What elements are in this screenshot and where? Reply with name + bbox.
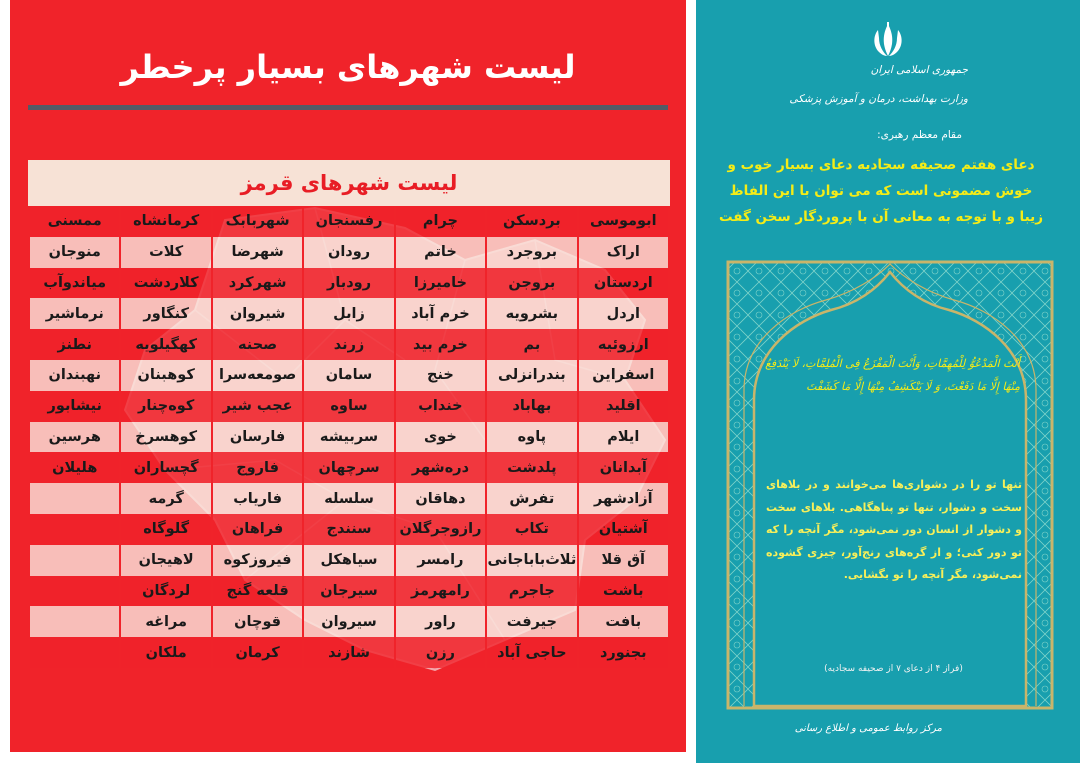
city-cell: تفرش xyxy=(486,483,577,514)
city-cell: نطنز xyxy=(29,329,120,360)
city-cell: شهرکرد xyxy=(212,268,303,299)
table-row xyxy=(29,452,669,483)
city-cell: ایلام xyxy=(578,422,669,453)
city-cell: بهاباد xyxy=(486,391,577,422)
city-cell: بشرویه xyxy=(486,298,577,329)
city-cell: رامهرمز xyxy=(395,576,486,607)
city-cell: رزن xyxy=(395,637,486,668)
city-cell: سلسله xyxy=(303,483,394,514)
city-cell: ابوموسی xyxy=(578,206,669,237)
city-cell: خرم آباد xyxy=(395,298,486,329)
city-cell: تکاب xyxy=(486,514,577,545)
city-cell xyxy=(29,514,120,545)
red-cities-panel xyxy=(10,0,686,752)
city-cell: دهاقان xyxy=(395,483,486,514)
city-cell: قلعه گنج xyxy=(212,576,303,607)
city-cell: خامیرزا xyxy=(395,268,486,299)
city-cell: زابل xyxy=(303,298,394,329)
table-row xyxy=(29,637,669,668)
city-cell: منوجان xyxy=(29,237,120,268)
city-cell: زرند xyxy=(303,329,394,360)
quote-attribution: مقام معظم رهبری: xyxy=(877,129,962,141)
table-row xyxy=(29,391,669,422)
city-cell: بم xyxy=(486,329,577,360)
table-row xyxy=(29,268,669,299)
city-cell: کرمان xyxy=(212,637,303,668)
city-cell: شیروان xyxy=(212,298,303,329)
city-cell: خنداب xyxy=(395,391,486,422)
city-cell: رازوجرگلان xyxy=(395,514,486,545)
city-cell: باشت xyxy=(578,576,669,607)
city-cell: کنگاور xyxy=(120,298,211,329)
city-cell: میاندوآب xyxy=(29,268,120,299)
title-divider xyxy=(28,105,668,110)
city-cell: بجنورد xyxy=(578,637,669,668)
city-cell: فارسان xyxy=(212,422,303,453)
table-row xyxy=(29,298,669,329)
city-cell: بروجرد xyxy=(486,237,577,268)
city-cell: رفسنجان xyxy=(303,206,394,237)
city-cell: کهگیلویه xyxy=(120,329,211,360)
city-cell: خاتم xyxy=(395,237,486,268)
ministry-name: وزارت بهداشت، درمان و آموزش پزشکی xyxy=(789,93,968,105)
city-cell: پلدشت xyxy=(486,452,577,483)
city-cell xyxy=(29,483,120,514)
city-cell: سیرجان xyxy=(303,576,394,607)
city-cell: بندرانزلی xyxy=(486,360,577,391)
city-cell: خوی xyxy=(395,422,486,453)
table-row xyxy=(29,514,669,545)
city-cell: نیشابور xyxy=(29,391,120,422)
city-cell: خنج xyxy=(395,360,486,391)
city-cell: حاجی آباد xyxy=(486,637,577,668)
city-cell: دره‌شهر xyxy=(395,452,486,483)
city-cell xyxy=(29,637,120,668)
city-cell: سربیشه xyxy=(303,422,394,453)
city-cell: کوهبنان xyxy=(120,360,211,391)
city-cell xyxy=(29,576,120,607)
city-cell: جیرفت xyxy=(486,606,577,637)
table-row xyxy=(29,329,669,360)
cities-table-wrap xyxy=(28,160,670,668)
prayer-citation: (فراز ۴ از دعای ۷ از صحیفه سجادیه) xyxy=(824,664,963,674)
city-cell: اراک xyxy=(578,237,669,268)
table-row xyxy=(29,576,669,607)
city-cell xyxy=(29,545,120,576)
city-cell: نهبندان xyxy=(29,360,120,391)
city-cell: بروجن xyxy=(486,268,577,299)
city-cell: اردستان xyxy=(578,268,669,299)
footer-signature: مرکز روابط عمومی و اطلاع رسانی xyxy=(794,723,942,734)
city-cell: سرچهان xyxy=(303,452,394,483)
city-cell: نرماشیر xyxy=(29,298,120,329)
city-cell: چرام xyxy=(395,206,486,237)
city-cell: گرمه xyxy=(120,483,211,514)
city-cell: اردل xyxy=(578,298,669,329)
city-cell: سیروان xyxy=(303,606,394,637)
city-cell: خرم بید xyxy=(395,329,486,360)
city-cell: صومعه‌سرا xyxy=(212,360,303,391)
page-title: لیست شهرهای بسیار پرخطر xyxy=(120,48,576,86)
city-cell: آبدانان xyxy=(578,452,669,483)
table-heading: لیست شهرهای قرمز xyxy=(28,160,670,206)
city-cell: گچساران xyxy=(120,452,211,483)
table-row xyxy=(29,606,669,637)
city-cell: کوه‌چنار xyxy=(120,391,211,422)
city-cell: سامان xyxy=(303,360,394,391)
city-cell: اسفراین xyxy=(578,360,669,391)
city-cell: ملکان xyxy=(120,637,211,668)
city-cell: مراغه xyxy=(120,606,211,637)
city-cell: هرسین xyxy=(29,422,120,453)
table-row xyxy=(29,360,669,391)
city-cell: شازند xyxy=(303,637,394,668)
city-cell: رودبار xyxy=(303,268,394,299)
city-cell: جاجرم xyxy=(486,576,577,607)
city-cell: کرمانشاه xyxy=(120,206,211,237)
city-cell: رامسر xyxy=(395,545,486,576)
city-cell: بافت xyxy=(578,606,669,637)
city-cell: راور xyxy=(395,606,486,637)
prayer-translation: تنها تو را در دشواری‌ها می‌خوانند و در بلاهای سخت و دشوار، تنها تو پناهگاهی. بلاهای سخت و دشوار از انسان دور نمی‌شود، مگر آنچه را که تو دور کنی؛ و از گره‌های رنج‌آور، چیزی گشوده نمی‌شود، مگر آنچه را تو بگشایی. xyxy=(766,478,1022,581)
city-cell: اقلید xyxy=(578,391,669,422)
arabic-prayer-text: أَنْتَ الْمَدْعُوُّ لِلْمُهِمَّاتِ، وَأَنْتَ الْمَفْزَعُ فِی الْمُلِمَّاتِ، لَا یَنْدَفِعُ مِنْهَا إِلَّا مَا دَفَعْتَ، وَ لَا یَنْکَشِفُ مِنْهَا إِلَّا مَا کَشَفْتَ xyxy=(765,357,1020,393)
city-cell: آق قلا xyxy=(578,545,669,576)
table-row xyxy=(29,237,669,268)
city-cell: سنندج xyxy=(303,514,394,545)
teal-prayer-panel xyxy=(696,0,1080,763)
city-cell: لردگان xyxy=(120,576,211,607)
city-cell: صحنه xyxy=(212,329,303,360)
city-cell: هلیلان xyxy=(29,452,120,483)
city-cell: فراهان xyxy=(212,514,303,545)
city-cell: کلات xyxy=(120,237,211,268)
city-cell: ارزوئیه xyxy=(578,329,669,360)
city-cell: پاوه xyxy=(486,422,577,453)
city-cell: عجب شیر xyxy=(212,391,303,422)
city-cell: فاریاب xyxy=(212,483,303,514)
leader-quote: دعای هفتم صحیفه سجادیه دعای بسیار خوب و خوش مضمونی است که می توان با این الفاظ زیبا و با توجه به معانی آن با پروردگار سخن گفت xyxy=(719,157,1043,225)
red-cities-table xyxy=(28,206,670,668)
city-cell: سیاهکل xyxy=(303,545,394,576)
city-cell: آشتیان xyxy=(578,514,669,545)
city-cell: کلاردشت xyxy=(120,268,211,299)
city-cell: فاروج xyxy=(212,452,303,483)
city-cell: گلوگاه xyxy=(120,514,211,545)
city-cell: فیروزکوه xyxy=(212,545,303,576)
city-cell: ساوه xyxy=(303,391,394,422)
city-cell: لاهیجان xyxy=(120,545,211,576)
city-cell: شهرضا xyxy=(212,237,303,268)
city-cell: بردسکن xyxy=(486,206,577,237)
city-cell: رودان xyxy=(303,237,394,268)
city-cell: کوهسرخ xyxy=(120,422,211,453)
city-cell xyxy=(29,606,120,637)
city-cell: شهربابک xyxy=(212,206,303,237)
table-row xyxy=(29,206,669,237)
city-cell: ثلاث‌باباجانی xyxy=(486,545,577,576)
table-row xyxy=(29,483,669,514)
government-name: جمهوری اسلامی ایران xyxy=(870,64,968,76)
iran-emblem-icon xyxy=(866,20,910,60)
city-cell: قوچان xyxy=(212,606,303,637)
city-cell: آزادشهر xyxy=(578,483,669,514)
table-row xyxy=(29,422,669,453)
table-row xyxy=(29,545,669,576)
city-cell: ممسنی xyxy=(29,206,120,237)
